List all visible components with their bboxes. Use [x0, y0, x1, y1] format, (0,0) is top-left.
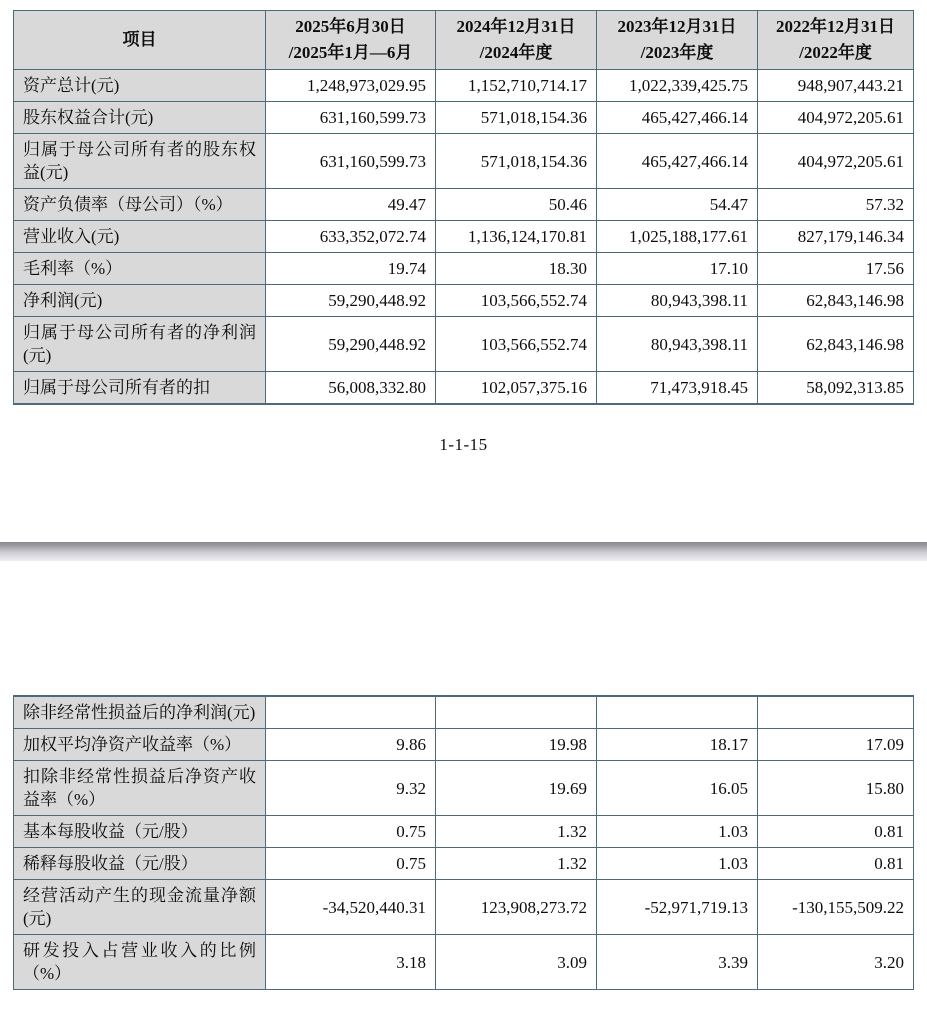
value-cell: 633,352,072.74: [266, 221, 436, 253]
row-label: 归属于母公司所有者的净利润(元): [14, 317, 266, 372]
column-header-line1: 2025年6月30日: [295, 17, 406, 36]
value-cell: [266, 696, 436, 729]
column-header-line1: 2023年12月31日: [617, 17, 737, 36]
value-cell: 19.69: [436, 761, 597, 816]
table-row: [14, 696, 914, 729]
table-row: [14, 816, 914, 848]
value-cell: -34,520,440.31: [266, 880, 436, 935]
row-label: 归属于母公司所有者的股东权益(元): [14, 134, 266, 189]
value-cell: 0.75: [266, 848, 436, 880]
financial-summary-table-bottom: [13, 695, 914, 990]
column-header-line2: /2022年度: [799, 43, 872, 62]
page-number: 1-1-15: [439, 435, 488, 454]
table-row: [14, 761, 914, 816]
value-cell: 62,843,146.98: [758, 317, 914, 372]
table-row: [14, 285, 914, 317]
value-cell: [597, 696, 758, 729]
table-row: [14, 221, 914, 253]
value-cell: 80,943,398.11: [597, 285, 758, 317]
value-cell: 1,025,188,177.61: [597, 221, 758, 253]
row-label: 股东权益合计(元): [14, 102, 266, 134]
value-cell: 62,843,146.98: [758, 285, 914, 317]
value-cell: 1.03: [597, 848, 758, 880]
value-cell: 465,427,466.14: [597, 134, 758, 189]
table-row: [14, 935, 914, 990]
value-cell: 103,566,552.74: [436, 285, 597, 317]
value-cell: 17.10: [597, 253, 758, 285]
row-label: 加权平均净资产收益率（%）: [14, 729, 266, 761]
row-label: 研发投入占营业收入的比例（%）: [14, 935, 266, 990]
value-cell: 3.20: [758, 935, 914, 990]
value-cell: 58,092,313.85: [758, 372, 914, 405]
value-cell: 49.47: [266, 189, 436, 221]
value-cell: 404,972,205.61: [758, 134, 914, 189]
value-cell: 1.03: [597, 816, 758, 848]
value-cell: 404,972,205.61: [758, 102, 914, 134]
value-cell: 56,008,332.80: [266, 372, 436, 405]
table-row: [14, 880, 914, 935]
value-cell: 17.56: [758, 253, 914, 285]
table-row: [14, 317, 914, 372]
value-cell: 571,018,154.36: [436, 134, 597, 189]
value-cell: 465,427,466.14: [597, 102, 758, 134]
table-header-row: [14, 11, 914, 70]
row-label: 经营活动产生的现金流量净额(元): [14, 880, 266, 935]
page-separator-bar: [0, 542, 927, 561]
row-label: 稀释每股收益（元/股）: [14, 848, 266, 880]
value-cell: 0.81: [758, 816, 914, 848]
value-cell: 9.86: [266, 729, 436, 761]
document-page: [0, 10, 927, 1032]
row-label: 归属于母公司所有者的扣: [14, 372, 266, 405]
value-cell: 827,179,146.34: [758, 221, 914, 253]
value-cell: 1.32: [436, 816, 597, 848]
value-cell: 50.46: [436, 189, 597, 221]
value-cell: 102,057,375.16: [436, 372, 597, 405]
value-cell: 80,943,398.11: [597, 317, 758, 372]
value-cell: -130,155,509.22: [758, 880, 914, 935]
row-label: 营业收入(元): [14, 221, 266, 253]
row-label: 扣除非经常性损益后净资产收益率（%）: [14, 761, 266, 816]
value-cell: 3.39: [597, 935, 758, 990]
table-row: [14, 848, 914, 880]
value-cell: 15.80: [758, 761, 914, 816]
table-row: [14, 189, 914, 221]
row-label: 资产总计(元): [14, 70, 266, 102]
value-cell: 9.32: [266, 761, 436, 816]
column-header-period-2022: [758, 11, 914, 70]
column-header-item: [14, 11, 266, 70]
column-header-line1: 2024年12月31日: [456, 17, 576, 36]
value-cell: [436, 696, 597, 729]
value-cell: 19.74: [266, 253, 436, 285]
value-cell: 71,473,918.45: [597, 372, 758, 405]
table-row: [14, 372, 914, 405]
value-cell: 1,022,339,425.75: [597, 70, 758, 102]
value-cell: [758, 696, 914, 729]
row-label: 基本每股收益（元/股）: [14, 816, 266, 848]
value-cell: 16.05: [597, 761, 758, 816]
value-cell: 0.81: [758, 848, 914, 880]
value-cell: 59,290,448.92: [266, 285, 436, 317]
value-cell: 948,907,443.21: [758, 70, 914, 102]
value-cell: 1,248,973,029.95: [266, 70, 436, 102]
value-cell: 18.17: [597, 729, 758, 761]
value-cell: 3.09: [436, 935, 597, 990]
value-cell: 17.09: [758, 729, 914, 761]
value-cell: 571,018,154.36: [436, 102, 597, 134]
value-cell: 19.98: [436, 729, 597, 761]
column-header-period-2025: [266, 11, 436, 70]
column-header-line2: /2025年1月—6月: [288, 43, 413, 62]
value-cell: 57.32: [758, 189, 914, 221]
value-cell: 18.30: [436, 253, 597, 285]
row-label: 毛利率（%）: [14, 253, 266, 285]
column-header-line2: /2024年度: [479, 43, 553, 62]
row-label: 除非经常性损益后的净利润(元): [14, 696, 266, 729]
table-row: [14, 134, 914, 189]
column-header-line1: 2022年12月31日: [776, 17, 895, 36]
table-row: [14, 70, 914, 102]
table-row: [14, 102, 914, 134]
value-cell: 631,160,599.73: [266, 102, 436, 134]
row-label: 资产负债率（母公司）（%）: [14, 189, 266, 221]
value-cell: 59,290,448.92: [266, 317, 436, 372]
value-cell: 631,160,599.73: [266, 134, 436, 189]
value-cell: 3.18: [266, 935, 436, 990]
column-header-period-2023: [597, 11, 758, 70]
table-row: [14, 253, 914, 285]
value-cell: 0.75: [266, 816, 436, 848]
column-header-line1: 项目: [122, 30, 157, 49]
value-cell: 123,908,273.72: [436, 880, 597, 935]
financial-summary-table-top: [13, 10, 914, 405]
value-cell: 54.47: [597, 189, 758, 221]
value-cell: 1,152,710,714.17: [436, 70, 597, 102]
row-label: 净利润(元): [14, 285, 266, 317]
value-cell: 1,136,124,170.81: [436, 221, 597, 253]
table-row: [14, 729, 914, 761]
column-header-line2: /2023年度: [640, 43, 714, 62]
value-cell: 1.32: [436, 848, 597, 880]
value-cell: -52,971,719.13: [597, 880, 758, 935]
column-header-period-2024: [436, 11, 597, 70]
value-cell: 103,566,552.74: [436, 317, 597, 372]
